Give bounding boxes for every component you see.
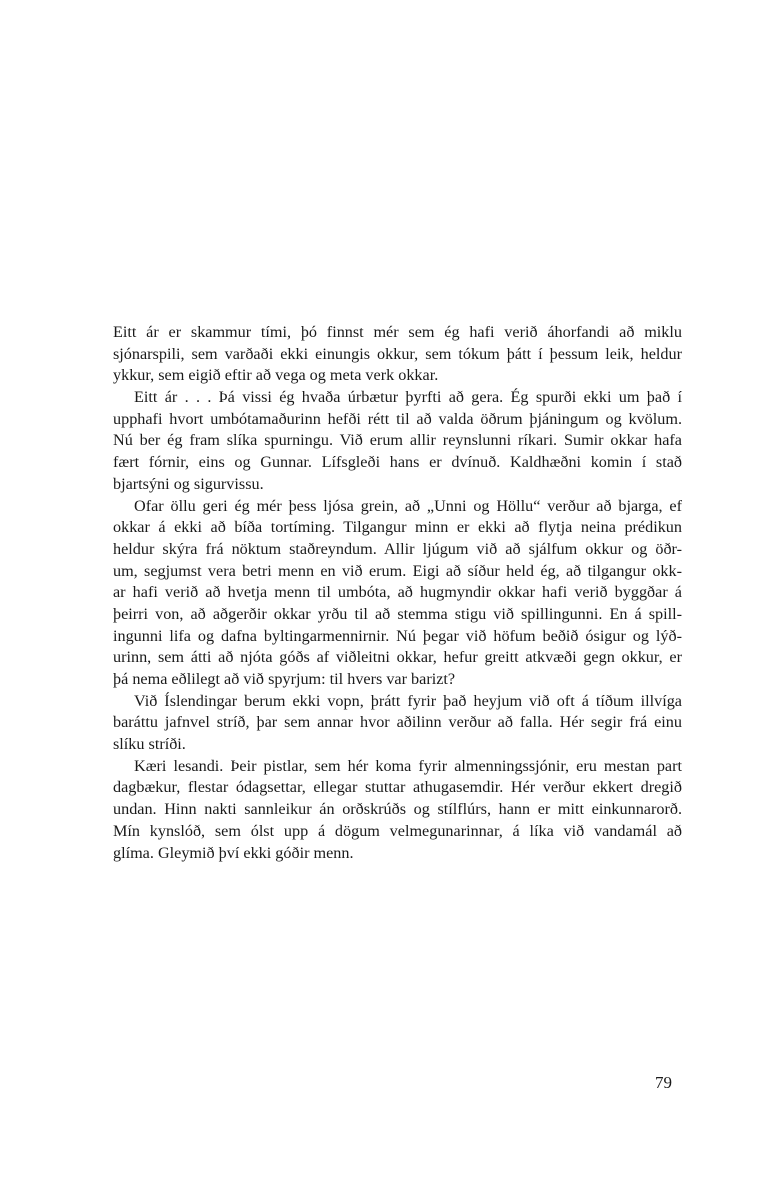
text-line: Við Íslendingar berum ekki vopn, þrátt fyrir það heyjum við oft á tíðum illvíga — [134, 691, 682, 710]
text-line: upphafi hvort umbótamaðurinn hefði rétt til að valda öðrum þjáningum og kvölum. — [113, 409, 682, 428]
text-line: okkar á ekki að bíða tortíming. Tilgangur minn er ekki að flytja neina prédikun — [113, 518, 682, 537]
text-line: urinn, sem átti að njóta góðs af viðleitni okkar, hefur greitt atkvæði gegn okkur, er — [113, 648, 682, 667]
text-line: slíku stríði. — [113, 735, 186, 754]
text-line: Ofar öllu geri ég mér þess ljósa grein, að „Unni og Höllu“ verður að bjarga, ef — [134, 496, 682, 515]
paragraph-4 — [113, 691, 682, 756]
text-line: Kæri lesandi. Þeir pistlar, sem hér koma fyrir almenningssjónir, eru mestan part — [134, 756, 682, 775]
text-line: ar hafi verið að hvetja menn til umbóta, að hugmyndir okkar hafi verið byggðar á — [113, 583, 682, 602]
text-line: Eitt ár . . . Þá vissi ég hvaða úrbætur þyrfti að gera. Ég spurði ekki um það í — [134, 388, 682, 407]
paragraph-5 — [113, 756, 682, 864]
page-number: 79 — [655, 1073, 672, 1092]
text-line: Eitt ár er skammur tími, þó finnst mér sem ég hafi verið áhorfandi að miklu — [113, 323, 682, 341]
text-line: ykkur, sem eigið eftir að vega og meta verk okkar. — [113, 366, 439, 385]
text-line: Nú ber ég fram slíka spurningu. Við erum allir reynslunni ríkari. Sumir okkar hafa — [113, 431, 682, 450]
text-line: heldur skýra frá nöktum staðreyndum. Allir ljúgum við að sjálfum okkur og öðr- — [113, 539, 682, 558]
text-line: undan. Hinn nakti sannleikur án orðskrúðs og stílflúrs, hann er mitt einkunnarorð. — [113, 800, 682, 819]
text-line: sjónarspili, sem varðaði ekki einungis okkur, sem tókum þátt í þessum leik, heldur — [113, 344, 682, 363]
text-line: bjartsýni og sigurvissu. — [113, 474, 264, 493]
text-line: þá nema eðlilegt að við spyrjum: til hvers var barizt? — [113, 670, 456, 688]
text-line: baráttu jafnvel stríð, þar sem annar hvor aðilinn verður að falla. Hér segir frá einu — [113, 713, 682, 732]
text-line: þeirri von, að aðgerðir okkar yrðu til að stemma stigu við spillingunni. En á spill- — [113, 604, 682, 623]
text-line: glíma. Gleymið því ekki góðir menn. — [113, 843, 354, 862]
paragraph-2 — [113, 387, 682, 495]
text-line: dagbækur, flestar ódagsettar, ellegar stuttar athugasemdir. Hér verður ekkert dregið — [113, 778, 682, 797]
paragraph-1 — [113, 322, 682, 387]
text-line: Mín kynslóð, sem ólst upp á dögum velmegunarinnar, á líka við vandamál að — [113, 821, 682, 840]
text-line: fært fórnir, eins og Gunnar. Lífsgleði hans er dvínuð. Kaldhæðni komin í stað — [113, 453, 682, 472]
paragraph-3 — [113, 496, 682, 691]
text-line: um, segjumst vera betri menn en við erum. Eigi að síður held ég, að tilgangur okk- — [113, 561, 682, 580]
text-line: ingunni lifa og dafna byltingarmennirnir. Nú þegar við höfum beðið ósigur og lýð- — [113, 626, 682, 645]
body-text — [113, 322, 682, 864]
